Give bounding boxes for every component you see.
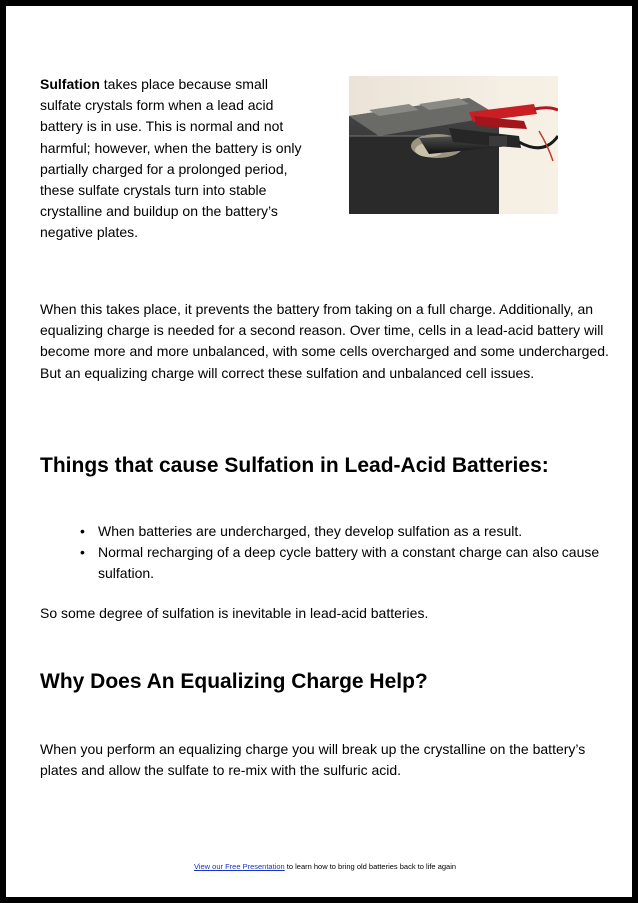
- list-item-text: When batteries are undercharged, they develop sulfation as a result.: [98, 523, 523, 539]
- heading-causes: Things that cause Sulfation in Lead-Acid Batteries:: [40, 454, 549, 477]
- footer-text: to learn how to bring old batteries back to life again: [284, 862, 457, 871]
- list-item-text: Normal recharging of a deep cycle battery with a constant charge can also cause sulfation.: [98, 544, 600, 582]
- list-item: [78, 521, 618, 542]
- free-presentation-link[interactable]: View our Free Presentation: [193, 862, 285, 871]
- bullet-icon: •: [80, 523, 85, 539]
- intro-paragraph: [40, 74, 308, 244]
- intro-term: Sulfation: [40, 76, 100, 92]
- battery-clamp-illustration: [349, 76, 558, 214]
- heading-equalizing-charge: Why Does An Equalizing Charge Help?: [40, 670, 428, 693]
- bullet-icon: •: [80, 544, 85, 561]
- causes-list: [78, 521, 618, 585]
- paragraph-unbalanced-cells: When this takes place, it prevents the battery from taking on a full charge. Additionally, an equalizing charge is needed for a second reason. Over time, cells in a lead-acid battery will become more and more unbalanced, with some cells overcharged and some undercharged. But an equalizing charge will correct these sulfation and unbalanced cell issues.: [40, 301, 609, 381]
- intro-text: takes place because small sulfate crystals form when a lead acid battery is in use. This is normal and not harmful; however, when the battery is only partially charged for a prolonged period, these sulfate crystals turn into stable crystalline and buildup on the battery’s negative plates.: [40, 76, 302, 241]
- footer-note: [6, 862, 638, 872]
- paragraph-sulfation-inevitable: So some degree of sulfation is inevitable in lead-acid batteries.: [40, 605, 429, 621]
- paragraph-break-up-crystalline: When you perform an equalizing charge you will break up the crystalline on the battery’s plates and allow the sulfate to re-mix with the sulfuric acid.: [40, 741, 586, 779]
- battery-clamp-photo: [349, 76, 558, 214]
- list-item: [78, 542, 618, 584]
